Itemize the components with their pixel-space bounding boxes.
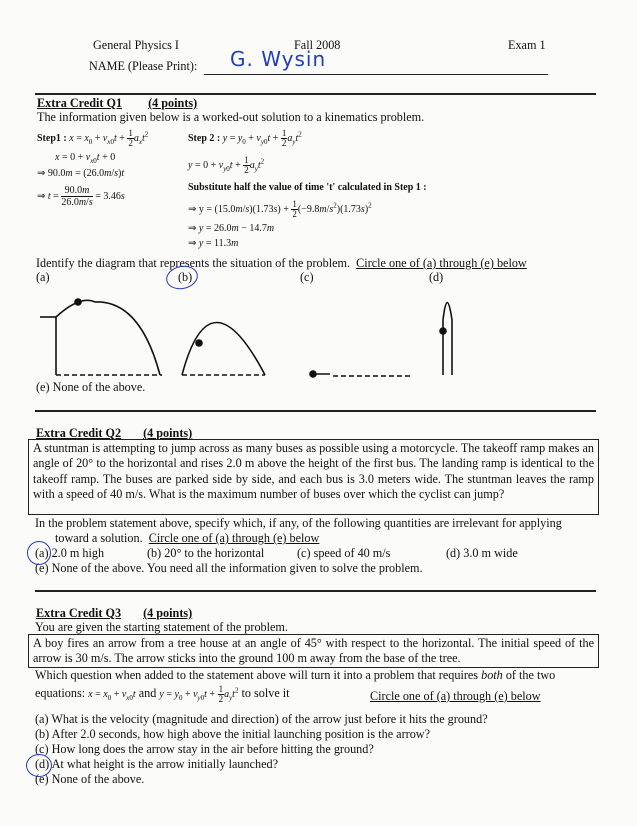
q1-title-text: Extra Credit Q1 xyxy=(37,96,123,110)
q3-title xyxy=(36,606,192,621)
q2-prompt-text: toward a solution. xyxy=(55,531,143,545)
step1-line2: $x = 0 + v_{x0}t + 0$ xyxy=(55,152,116,165)
q2-prompt-line2 xyxy=(55,531,319,546)
step1-line4: ⇒ t = $\frac{90.0m}{26.0m/s}$ = 3.46s xyxy=(37,185,125,208)
divider xyxy=(35,410,596,412)
q2-option-d[interactable]: (d) 3.0 m wide xyxy=(446,546,518,560)
q3-option-e[interactable]: (e) None of the above. xyxy=(35,772,145,786)
diagram-d xyxy=(440,303,452,376)
q3-prompt-text-a: Which question when added to the statement above will turn it into a problem that requires xyxy=(35,668,479,682)
q2-points: (4 points) xyxy=(143,426,193,440)
q3-eq-and: and xyxy=(138,685,157,700)
diagram-b xyxy=(182,323,265,376)
q2-option-b[interactable]: (b) 20° to the horizontal xyxy=(147,546,265,560)
name-underline xyxy=(204,74,548,75)
q1-option-e[interactable]: (e) None of the above. xyxy=(36,380,146,394)
q3-eq-label: equations: xyxy=(35,685,86,700)
step2-line2: $y = 0 + v_{y0}t$ + $\frac{1}{2}$ $a_yt^2$ xyxy=(188,155,265,175)
q3-prompt-text-b: of the two xyxy=(505,668,556,682)
q2-title-text: Extra Credit Q2 xyxy=(36,426,122,440)
q1-option-b[interactable]: (b) xyxy=(178,270,193,284)
divider xyxy=(35,590,596,592)
q3-instruction: Circle one of (a) through (e) below xyxy=(370,689,541,703)
q3-option-c[interactable]: (c) How long does the arrow stay in the air before hitting the ground? xyxy=(35,742,374,756)
q3-option-a[interactable]: (a) What is the velocity (magnitude and direction) of the arrow just before it hits the ground? xyxy=(35,712,488,726)
q3-title-text: Extra Credit Q3 xyxy=(36,606,122,620)
q2-prompt-line1: In the problem statement above, specify which, if any, of the following quantities are irrelevant for applying xyxy=(35,516,562,530)
q3-option-d[interactable]: (d) At what height is the arrow initially launched? xyxy=(35,757,279,771)
step2-line5: ⇒ y = 26.0m − 14.7m xyxy=(188,223,275,234)
y-equation: $y = y_0 + v_{y0}t$ + $\frac{1}{2}$ $a_yt^2$ xyxy=(159,684,239,704)
q3-equations xyxy=(35,685,290,704)
course-name: General Physics I xyxy=(93,38,179,52)
q3-prompt-emphasis: both xyxy=(481,668,503,682)
step1-line3: ⇒ 90.0m = (26.0m/s)t xyxy=(37,168,125,179)
q1-option-c[interactable]: (c) xyxy=(300,270,314,284)
name-label: NAME (Please Print): xyxy=(89,59,198,73)
q1-option-d[interactable]: (d) xyxy=(429,270,444,284)
name-handwritten[interactable]: G. Wysin xyxy=(230,47,327,71)
term: Fall 2008 xyxy=(294,38,341,52)
q1-title xyxy=(37,96,197,111)
q2-option-e[interactable]: (e) None of the above. You need all the information given to solve the problem. xyxy=(35,561,423,575)
exam-number: Exam 1 xyxy=(508,38,546,52)
q1-prompt xyxy=(36,256,527,271)
step2-line4: ⇒ y = (15.0m/s)(1.73s) + $\frac{1}{2}$ $(-9.8m/s^2)(1.73s)^2$ xyxy=(188,199,372,219)
q2-option-c[interactable]: (c) speed of 40 m/s xyxy=(297,546,391,560)
q2-statement-box: A stuntman is attempting to jump across as many buses as possible using a motorcycle. The takeoff ramp makes an angle of 20° to the horizontal and rises 2.0 m above the height of the first bus. The landing ramp is identical to the takeoff ramp. The buses are parked side by side, and each bus is 3.0 meters wide. The stuntman leaves the ramp with a speed of 40 m/s. What is the maximum number of buses over which the cyclist can jump? xyxy=(28,439,599,515)
q3-intro: You are given the starting statement of the problem. xyxy=(35,620,288,634)
x-equation: $x = x_0 + v_{x0}t$ xyxy=(88,688,136,702)
step2-line6: ⇒ y = 11.3m xyxy=(188,238,239,249)
q1-option-a[interactable]: (a) xyxy=(36,270,50,284)
q3-points: (4 points) xyxy=(143,606,193,620)
diagram-c xyxy=(310,371,410,377)
step1-equation: Step1 : $x = x_0 + v_{x0}t$ + $\frac{1}{2}$ $a_xt^2$ xyxy=(37,128,149,148)
q3-eq-tail: to solve it xyxy=(241,685,290,700)
q3-option-b[interactable]: (b) After 2.0 seconds, how high above the initial launching position is the arrow? xyxy=(35,727,430,741)
q3-statement-box: A boy fires an arrow from a tree house at an angle of 45° with respect to the horizontal. The initial speed of the arrow is 30 m/s. The arrow sticks into the ground 100 m away from the base of the tree. xyxy=(28,634,599,668)
q2-option-a[interactable]: (a) 2.0 m high xyxy=(35,546,105,560)
q1-intro: The information given below is a worked-out solution to a kinematics problem. xyxy=(37,110,425,124)
q1-instruction: Circle one of (a) through (e) below xyxy=(356,256,527,270)
divider xyxy=(35,93,596,95)
q2-instruction: Circle one of (a) through (e) below xyxy=(148,531,320,545)
q3-prompt xyxy=(35,668,555,683)
diagram-a xyxy=(40,299,162,375)
step2-line3: Substitute half the value of time 't' calculated in Step 1 : xyxy=(188,182,427,193)
q1-prompt-text: Identify the diagram that represents the situation of the problem. xyxy=(36,256,351,270)
q1-points: (4 points) xyxy=(148,96,198,110)
step2-equation: Step 2 : $y = y_0 + v_{y0}t$ + $\frac{1}{2}$ $a_yt^2$ xyxy=(188,128,302,148)
trajectory-diagrams xyxy=(0,290,637,390)
